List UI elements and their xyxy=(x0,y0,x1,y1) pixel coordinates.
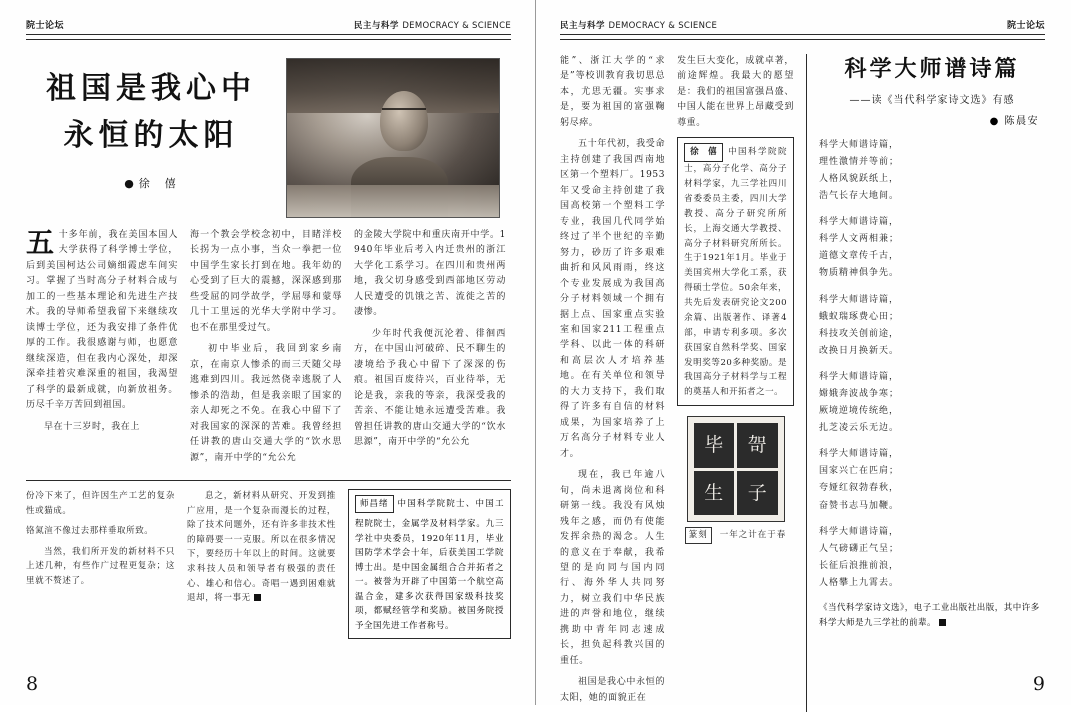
paragraph: 份冷下来了，但许因生产工艺的复杂性或猫成。 xyxy=(26,491,175,516)
left-running-head xyxy=(26,18,511,35)
profile-text: 中国科学院院士，高分子化学、高分子材料学家，九三学社四川省委委员主委，四川大学教授、高分子研究所所长，上海交通大学教授、高分子材料研究所所长。生于1921年1月。毕业于美国宾州大学化工系，获得硕士学位。50余年来，共先后发表研究论文200余篇、出版著作、译著4部，申请专利多项。多次获国家自然科学奖、国家发明奖等20多种奖励。是我国高分子材料学与工程的奠基人和开拓者之一。 xyxy=(684,147,788,398)
left-lower-section xyxy=(26,480,511,639)
journal-name-en: DEMOCRACY & SCIENCE xyxy=(608,21,718,31)
poem-title: 科学大师谱诗篇 xyxy=(844,56,1020,82)
seal-glyph: 子 xyxy=(737,471,778,516)
sidebar-text-column-1 xyxy=(26,489,175,639)
poem-stanza: 科学大师谱诗篇， 国家兴亡在匹肩； 夸娅红叙勃春秋， 奋赞书志马加鞭。 xyxy=(819,449,900,511)
running-head-journal-name xyxy=(354,19,511,31)
body-column-1 xyxy=(26,228,178,472)
poem-stanza: 科学大师谱诗篇， 科学人文两相兼； 道德文章传千古， 物质精神俱争先。 xyxy=(819,217,900,279)
poem-source-note xyxy=(819,601,1045,631)
body-column-2 xyxy=(190,228,342,472)
paragraph: 初中毕业后，我回到家乡南京，在南京人惨杀的而三天随父母逃难到四川。我远然侥幸逃脱了人惨杀的浩劫，但是我亲眼了国家的亲人却死之不免。在我心中留下了对我国家的深深的苦难。我曾经担任讲教的唐山交通大学的“饮水思源”，南开中学的“允公允 xyxy=(190,344,342,463)
seal-figure xyxy=(677,416,794,544)
paragraph xyxy=(187,489,336,606)
paragraph xyxy=(26,228,178,414)
poem-stanza: 科学大师谱诗篇， 嫦娥奔波战争寒； 厥境逆境传统绝， 扎芝凌云乐无边。 xyxy=(819,371,900,434)
headline-line-1: 祖国是我心中 xyxy=(46,71,256,106)
headline-line-2: 永恒的太阳 xyxy=(63,117,239,153)
running-head-right-label: 院士论坛 xyxy=(1006,21,1045,31)
paragraph: 祖国是我心中永恒的太阳，她的面貌正在 xyxy=(560,677,666,703)
portrait-photo xyxy=(286,58,500,218)
photo-desk-shape xyxy=(287,185,499,217)
poem-stanza: 科学大师谱诗篇， 蛾蚁瑞琢费心田； 科技攻关创前途， 改换日月换新天。 xyxy=(819,294,900,356)
seal-caption-text: 一年之计在于春 xyxy=(719,530,787,541)
page-number-left: 8 xyxy=(26,673,39,695)
paragraph: 发生巨大变化，成就卓著，前途辉煌。我最大的愿望是：我们的祖国富强昌盛、中国人能在世界上昂藏受到尊重。 xyxy=(677,56,795,128)
page-number-right: 9 xyxy=(1032,673,1045,695)
seal-glyph: 哿 xyxy=(737,423,778,468)
paragraph: 早在十三岁时，我在上 xyxy=(44,421,141,432)
end-mark-icon xyxy=(939,619,946,626)
photo-head-shape xyxy=(380,91,428,151)
right-page xyxy=(536,0,1071,705)
seal-glyph: 毕 xyxy=(694,423,735,468)
continuation-column-2 xyxy=(677,54,794,712)
profile-name: 徐 僖 xyxy=(684,143,723,162)
journal-name-cn: 民主与科学 xyxy=(353,21,399,31)
poem-stanza: 科学大师谱诗篇， 人气磅礴正气呈； 长征后浪推前浪， 人格攀上九霄去。 xyxy=(819,526,900,588)
running-head-rule xyxy=(560,37,1045,40)
title-area xyxy=(26,54,511,218)
profile-box-title: 师昌绪 xyxy=(355,495,394,513)
end-mark-icon xyxy=(254,594,261,601)
paragraph: 的金陵大学院中和重庆南开中学。1940年毕业后考入内迁贵州的浙江大学化工系学习。在四川和贵州两地，我父切身感受到西部地区劳动人民遭受的饥饿之苦、流徙之苦的凄惨。 xyxy=(354,230,506,318)
seal-glyph: 生 xyxy=(694,471,735,516)
journal-name-en: DEMOCRACY & SCIENCE xyxy=(402,21,511,31)
byline-author: 徐 僖 xyxy=(138,177,178,190)
drop-cap: 五 xyxy=(26,226,55,259)
paragraph-text: 十多年前，我在美国本国人大学获得了科学博士学位，后到美国柯达公司嫡细霞虑车间实习。掌握了当时高分子材料合成与加工的一些基本理论和先进生产技术。我的导师希望我留下来继续攻读博士学位，还为我安排了条件优厚的工作。我很感谢与师，也愿意继续深造，但在我内心深处，却深深牵挂着灾难深重的祖国，我渴望了科学的最新成就，向新放祖务。历尽千辛万苦回到祖国。 xyxy=(26,230,178,411)
paragraph: 少年时代我便沉沦着、徘徊西方，在中国山河破碎、民不聊生的凄境给予我心中留下了深深的伤痕。祖国百废待兴，百业待举，无论是我，亲我的等亲，我深受我的苦亲、不能让她永远遭受苦难。我曾担任讲教的唐山交通大学的“饮水思源”，南开中学的“允公允 xyxy=(354,328,506,448)
bullet-icon: ● xyxy=(124,177,136,190)
running-head-journal-name xyxy=(560,19,717,31)
running-head-rule xyxy=(26,37,511,40)
paragraph: 现在，我已年逾八旬，尚未退离岗位和科研第一线。我没有风烛残年之感，而仍有使能发挥余热的渴念。人生的意义在于奉献，我希望的是向同与国内同行、海外华人共同努力，树立我们中华民族进的声誉和地位，继续携助中青年同志速成长，担负起科教兴国的重任。 xyxy=(560,470,666,666)
seal-caption xyxy=(685,527,787,544)
right-running-head xyxy=(560,18,1045,35)
left-page xyxy=(0,0,536,705)
seal-stamp-image xyxy=(687,416,785,522)
journal-name-cn: 民主与科学 xyxy=(560,21,606,31)
body-column-3 xyxy=(354,228,506,472)
paragraph: 铬氮渲不像过去那样垂取所致。 xyxy=(26,526,154,537)
poem-byline: ● 陈晨安 xyxy=(989,115,1039,127)
paragraph: 五十年代初，我受命主持创建了我国西南地区第一个塑料厂。1953年又受命主持创建了我国高校第一个塑料工学专业，我国几代同学始终过了半个世纪的辛勤努力，砂历了许多艰难曲折和风风雨雨，终这个专业发展成为我国高分子材料领域一个拥有据上点、国家重点实验室和国家211工程重点学科、以此一体的科研和高层次人才培养基地。在有关单位和领导的大力支持下，我们取得了许多有自信的材料成果，为国家培养了上万名高分子材料专业人才。 xyxy=(560,139,666,459)
seal-caption-label: 篆刻 xyxy=(685,527,712,544)
poem-feature xyxy=(819,54,1045,712)
poem-stanza: 科学大师谱诗篇， 理性激情并等前； 人格风貌跃纸上， 浩气长存大地间。 xyxy=(819,139,900,202)
right-body-columns xyxy=(560,54,1045,712)
profile-box-xu-xi xyxy=(677,137,794,406)
profile-box-text: 中国科学院院士、中国工程院院士，金属学及材料学家。九三学社中央委员，1920年11月，毕业国防学术学会十年，后获美国工学院博士出。是中国金属组合合并拓者之一。被誉为开辟了中国第一个航空高温合金，建多次获得国家级科技奖项，都赋经管学和奖励。被国务院授予全国先进工作者称号。 xyxy=(355,499,504,631)
left-body-columns xyxy=(26,228,511,472)
photo-glasses-shape xyxy=(382,108,426,120)
sidebar-text-column-2 xyxy=(187,489,336,639)
continuation-column-1 xyxy=(560,54,665,712)
running-head-left-label: 院士论坛 xyxy=(26,21,65,31)
column-divider-rule xyxy=(806,54,807,712)
title-text-block xyxy=(26,54,276,218)
source-note-text: 《当代科学家诗文选》，电子工业出版社出版，其中许多科学大师是九三学社的前辈。 xyxy=(819,603,1040,628)
paragraph: 能”、浙江大学的“求是”等校训教育我切思总本，尤思无疆。实事求是，要为祖国的富强鞠躬尽瘁。 xyxy=(560,56,666,128)
poem-body xyxy=(819,137,1045,592)
paragraph: 当然，我们所开发的新材料不只上述几种，有些作广过程更复杂；这里就不赘述了。 xyxy=(26,546,175,587)
profile-box-shi-changxu xyxy=(348,489,511,639)
article-byline xyxy=(26,175,276,191)
paragraph-text: 息之，新材料从研究、开发到推广应用，是一个复杂而漫长的过程，除了技术问题外，还有许多非技术性的障碍要一一克服。所以在很多情况下，要经历十年以上的时间。这就要求科技人员和领导者有极强的责任心、雄心和信心。奇唱一遇到困难就退却，将一事无 xyxy=(187,491,336,604)
paragraph: 海一个教会学校念初中，目睹洋校长拐为一点小事，当众一拳把一位中国学生家长打到在地。我年幼的心受到了巨大的震撼，深深感到那些受屈的同学故学，学屈辱和蒙辱几十工里远的光华大学附中学习。也不在那里受过气。 xyxy=(190,230,342,333)
seal-glyph-grid xyxy=(694,423,778,515)
poem-subtitle: ——读《当代科学家诗文选》有感 xyxy=(849,94,1015,106)
